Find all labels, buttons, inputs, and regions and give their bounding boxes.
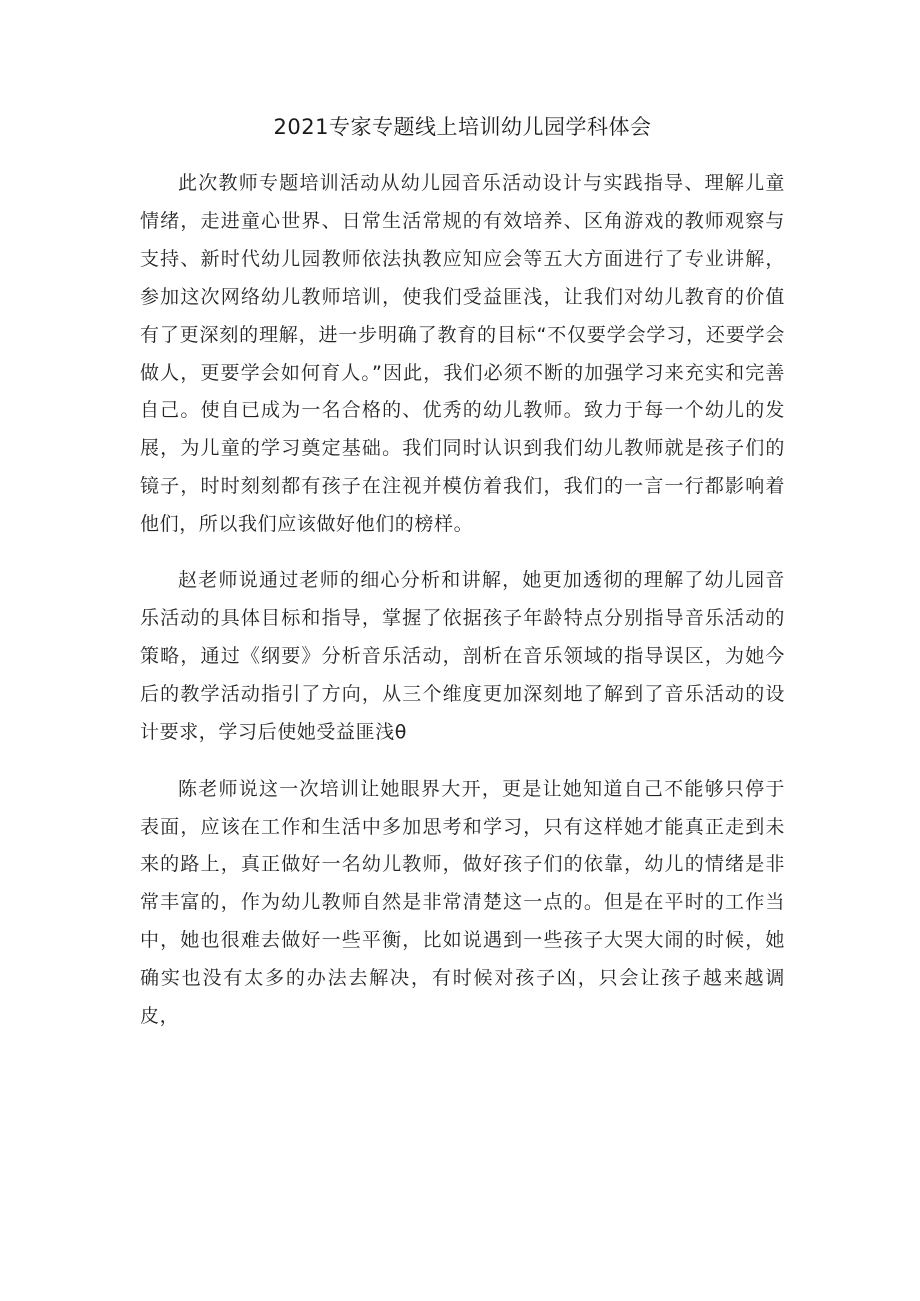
paragraph-training-overview: 此次教师专题培训活动从幼儿园音乐活动设计与实践指导、理解儿童情绪，走进童心世界、日常生活常规的有效培养、区角游戏的教师观察与支持、新时代幼儿园教师依法执教应知应会等五大方面进行了专业讲解，参加这次网络幼儿教师培训，使我们受益匪浅，让我们对幼儿教育的价值有了更深刻的理解，进一步明确了教育的目标“不仅要学会学习，还要学会做人，更要学会如何育人。”因此，我们必须不断的加强学习来充实和完善自己。使自已成为一名合格的、优秀的幼儿教师。致力于每一个幼儿的发展，为儿童的学习奠定基础。我们同时认识到我们幼儿教师就是孩子们的镜子，时时刻刻都有孩子在注视并模仿着我们，我们的一言一行都影响着他们，所以我们应该做好他们的榜样。 <box>140 172 785 536</box>
document-title: 2021专家专题线上培训幼儿园学科体会 <box>273 115 652 139</box>
paragraph-teacher-chen: 陈老师说这一次培训让她眼界大开，更是让她知道自己不能够只停于表面，应该在工作和生活中多加思考和学习，只有这样她才能真正走到未来的路上，真正做好一名幼儿教师，做好孩子们的依靠，幼儿的情绪是非常丰富的，作为幼儿教师自然是非常清楚这一点的。但是在平时的工作当中，她也很难去做好一些平衡，比如说遇到一些孩子大哭大闹的时候，她确实也没有太多的办法去解决，有时候对孩子凶，只会让孩子越来越调皮， <box>140 777 785 1028</box>
paragraph-teacher-zhao: 赵老师说通过老师的细心分析和讲解，她更加透彻的理解了幼儿园音乐活动的具体目标和指导，掌握了依据孩子年龄特点分别指导音乐活动的策略，通过《纲要》分析音乐活动，剖析在音乐领域的指导误区，为她今后的教学活动指引了方向，从三个维度更加深刻地了解到了音乐活动的设计要求，学习后使她受益匪浅θ <box>140 569 785 743</box>
document-page <box>140 112 785 1036</box>
